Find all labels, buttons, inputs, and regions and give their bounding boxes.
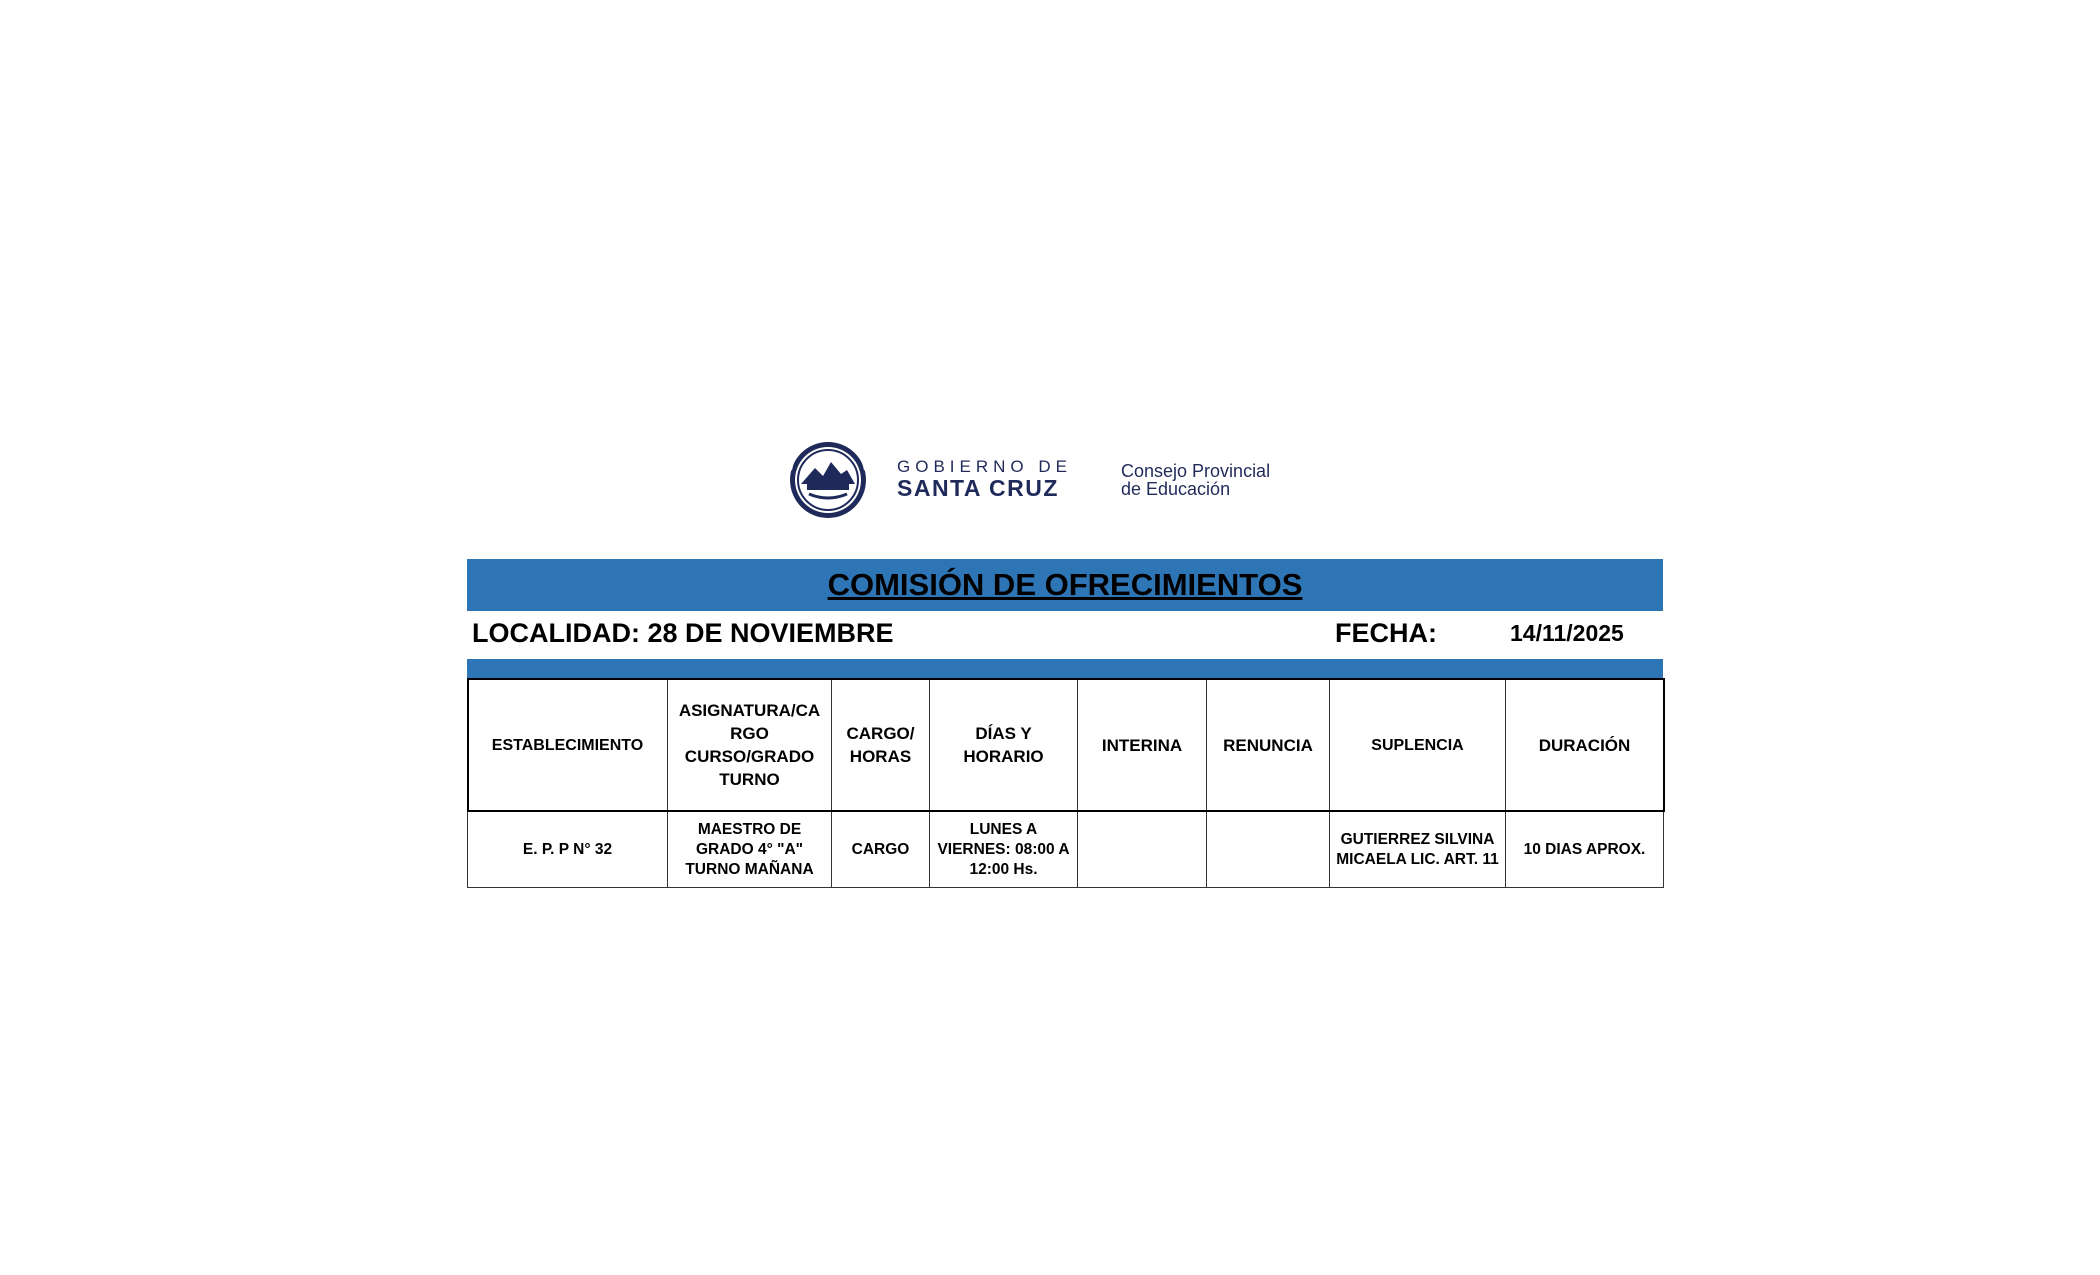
fecha-value: 14/11/2025 [1510,620,1624,646]
page-title: COMISIÓN DE OFRECIMIENTOS [827,567,1303,602]
header-suplencia: SUPLENCIA [1330,679,1506,811]
fecha-label: FECHA: [1335,618,1437,648]
council-wordmark [1121,462,1270,498]
title-band [467,559,1663,611]
government-wordmark [897,458,1072,501]
cell-cargo-horas: CARGO [832,811,930,888]
header-cargo-horas: CARGO/ HORAS [832,679,930,811]
cell-establecimiento: E. P. P N° 32 [468,811,668,888]
header-logos [787,440,1317,520]
header-renuncia: RENUNCIA [1207,679,1330,811]
localidad-label: LOCALIDAD: 28 DE NOVIEMBRE [472,618,894,648]
offers-table [467,678,1664,888]
header-interina: INTERINA [1078,679,1207,811]
cell-interina [1078,811,1207,888]
government-big-text: SANTA CRUZ [897,475,1059,501]
table-header-row [468,679,1664,811]
government-small-text: GOBIERNO DE [897,457,1072,476]
council-line-2: de Educación [1121,479,1231,499]
cell-asignatura: MAESTRO DE GRADO 4° "A" TURNO MAÑANA [668,811,832,888]
divider-band [467,659,1663,679]
cell-dias-horario: LUNES A VIERNES: 08:00 A 12:00 Hs. [930,811,1078,888]
table-row [468,811,1664,888]
cell-duracion: 10 DIAS APROX. [1506,811,1664,888]
santa-cruz-seal-icon [787,440,869,520]
cell-suplencia: GUTIERREZ SILVINA MICAELA LIC. ART. 11 [1330,811,1506,888]
council-line-1: Consejo Provincial [1121,461,1271,481]
header-asignatura: ASIGNATURA/CA RGO CURSO/GRADO TURNO [668,679,832,811]
cell-renuncia [1207,811,1330,888]
header-duracion: DURACIÓN [1506,679,1664,811]
header-dias-horario: DÍAS Y HORARIO [930,679,1078,811]
header-establecimiento: ESTABLECIMIENTO [468,679,668,811]
